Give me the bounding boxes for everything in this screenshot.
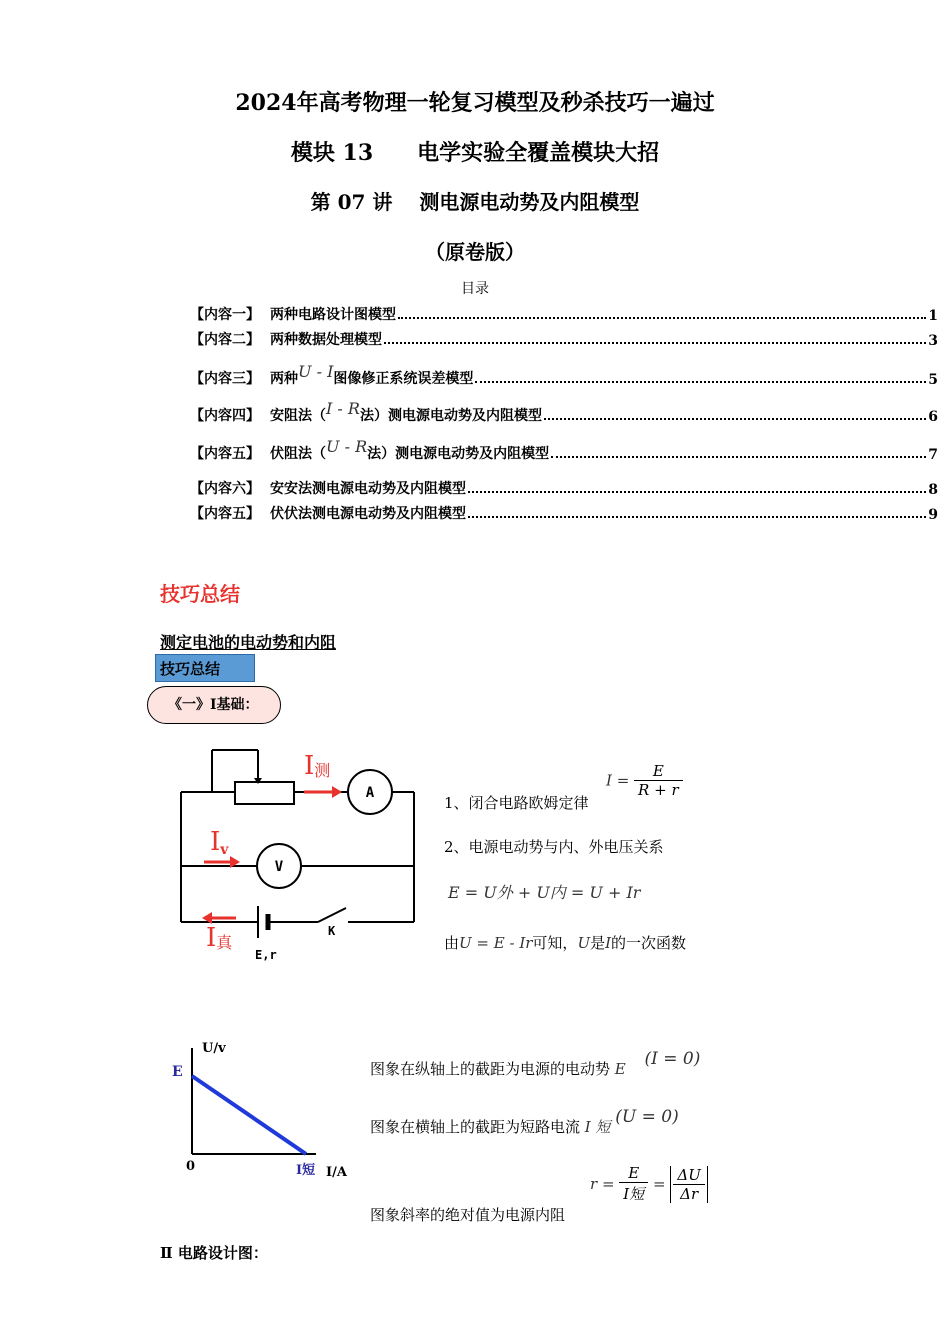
- toc-item-tag: 【内容五】: [190, 446, 260, 462]
- toc-item[interactable]: [190, 362, 938, 388]
- ammeter-label: A: [365, 785, 375, 801]
- toc-leader: [384, 342, 926, 344]
- note-linear-function: 由U = E - Ir可知，U是I的一次函数: [444, 934, 687, 952]
- y-axis-label: U/v: [202, 1041, 226, 1056]
- toc-item[interactable]: [190, 476, 938, 498]
- formula-ohm: I = $\frac{E}{R + r}$: [606, 762, 683, 799]
- toc-item-tag: 【内容四】: [190, 408, 260, 424]
- graph-note-emf: 图象在纵轴上的截距为电源的电动势 E (I = 0): [370, 1049, 701, 1078]
- section-heading: 技巧总结: [160, 582, 240, 606]
- toc-item[interactable]: [190, 501, 938, 523]
- toc-item-text: 伏伏法测电源电动势及内阻模型: [270, 506, 466, 522]
- toc-leader: [468, 491, 926, 493]
- toc-page-number: 9: [928, 507, 938, 523]
- origin-label: 0: [186, 1159, 196, 1174]
- switch-label: K: [328, 924, 336, 938]
- ui-line: [192, 1076, 306, 1154]
- toc-item-tag: 【内容五】: [190, 506, 260, 522]
- circuit-diagram: [170, 740, 440, 970]
- toc-item[interactable]: [190, 302, 938, 324]
- section-subheading: 测定电池的电动势和内阻: [160, 633, 337, 652]
- toc-leader: [551, 456, 926, 458]
- toc-item-text: 两种U - I图像修正系统误差模型: [270, 362, 474, 387]
- toc-item-tag: 【内容一】: [190, 307, 260, 323]
- toc-leader: [475, 381, 926, 383]
- circuit-design-heading: Ⅱ 电路设计图：: [160, 1244, 268, 1262]
- toc-item-text: 安阻法（I - R法）测电源电动势及内阻模型: [270, 399, 542, 424]
- toc-item-tag: 【内容六】: [190, 481, 260, 497]
- toc-page-number: 1: [928, 308, 938, 324]
- toc-page-number: 8: [928, 482, 938, 498]
- toc-item[interactable]: [190, 399, 938, 425]
- y-intercept-label: E: [172, 1064, 183, 1080]
- toc-label: 目录: [461, 281, 489, 297]
- toc-leader: [398, 317, 926, 319]
- ui-graph: [168, 1036, 358, 1186]
- current-measured-label: I测: [304, 751, 331, 781]
- edition-label: （原卷版）: [425, 240, 525, 264]
- toc-item-tag: 【内容二】: [190, 332, 260, 348]
- toc-page-number: 3: [928, 333, 938, 349]
- formula-internal-resistance: r = $\frac{E}{\text{I短}}$ = $\frac{\Delta U}{\Delta r}$: [590, 1164, 708, 1204]
- summary-box-label: 技巧总结: [155, 654, 255, 682]
- rheostat: [235, 782, 294, 804]
- arrow-right-icon: [332, 786, 342, 798]
- x-axis-label: I/A: [326, 1165, 347, 1180]
- doc-title: 2024年高考物理一轮复习模型及秒杀技巧一遍过: [235, 90, 715, 116]
- toc-leader: [544, 418, 926, 420]
- battery-label: E,r: [255, 948, 277, 962]
- toc-item-text: 安安法测电源电动势及内阻模型: [270, 481, 466, 497]
- note-emf-relation: 2、电源电动势与内、外电压关系: [444, 838, 664, 856]
- toc-page-number: 5: [928, 372, 938, 388]
- graph-note-short-current: 图象在横轴上的截距为短路电流 I 短 (U = 0): [370, 1107, 679, 1136]
- note-ohm-law: 1、闭合电路欧姆定律: [444, 794, 589, 812]
- x-intercept-label: I短: [296, 1163, 316, 1178]
- toc-item-text: 两种电路设计图模型: [270, 307, 396, 323]
- voltmeter-label: V: [274, 859, 284, 875]
- toc-item[interactable]: [190, 327, 938, 349]
- formula-emf: E = U外 + U内 = U + Ir: [448, 883, 641, 902]
- current-true-label: I真: [206, 923, 233, 953]
- module-title: 模块 13 电学实验全覆盖模块大招: [290, 140, 660, 166]
- toc-item-tag: 【内容三】: [190, 371, 260, 387]
- toc-page-number: 6: [928, 409, 938, 425]
- toc-item-text: 两种数据处理模型: [270, 332, 382, 348]
- toc-leader: [468, 516, 926, 518]
- toc-page-number: 7: [928, 447, 938, 463]
- graph-note-resistance: 图象斜率的绝对值为电源内阻: [370, 1206, 566, 1224]
- basics-pill: 《一》Ⅰ基础：: [147, 686, 281, 724]
- toc-item[interactable]: [190, 437, 938, 463]
- toc-item-text: 伏阻法（U - R法）测电源电动势及内阻模型: [270, 437, 550, 462]
- current-voltmeter-label: Iv: [210, 827, 229, 858]
- lecture-title: 第 07 讲 测电源电动势及内阻模型: [310, 190, 640, 214]
